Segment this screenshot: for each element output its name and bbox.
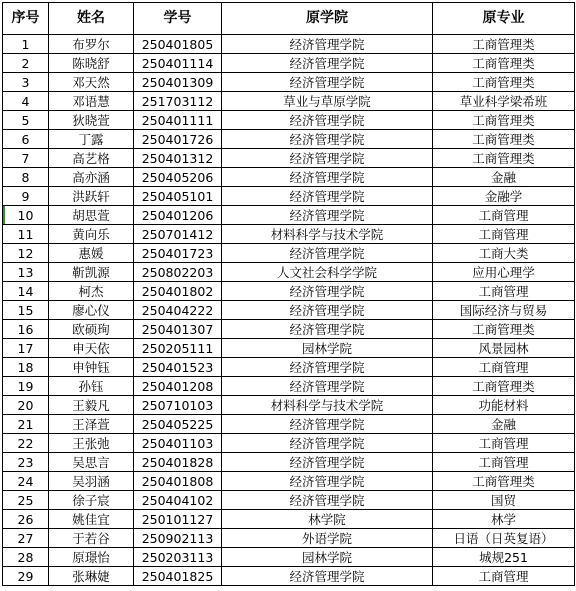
cell-seq[interactable]: 14	[3, 282, 49, 301]
cell-original-college[interactable]: 经济管理学院	[222, 54, 433, 73]
cell-seq[interactable]: 20	[3, 396, 49, 415]
cell-name[interactable]: 狄晓萱	[49, 111, 134, 130]
cell-student-id[interactable]: 250401307	[134, 320, 222, 339]
table-row	[3, 225, 575, 244]
table-row	[3, 377, 575, 396]
cell-student-id[interactable]: 250710103	[134, 396, 222, 415]
cell-original-college[interactable]: 经济管理学院	[222, 187, 433, 206]
cell-original-college[interactable]: 林学院	[222, 510, 433, 529]
header-name[interactable]: 姓名	[49, 3, 134, 35]
cell-name[interactable]: 高艺格	[49, 149, 134, 168]
table-row	[3, 92, 575, 111]
table-body	[3, 35, 575, 586]
cell-student-id[interactable]: 250401206	[134, 206, 222, 225]
header-original-major[interactable]: 原专业	[433, 3, 575, 35]
cell-original-major[interactable]: 工商管理类	[433, 377, 575, 396]
cell-original-major[interactable]: 国际经济与贸易	[433, 301, 575, 320]
cell-original-college[interactable]: 经济管理学院	[222, 168, 433, 187]
cell-original-major[interactable]: 国贸	[433, 491, 575, 510]
cell-seq[interactable]: 9	[3, 187, 49, 206]
cell-seq[interactable]: 15	[3, 301, 49, 320]
cell-original-major[interactable]: 工商管理	[433, 225, 575, 244]
table-row	[3, 130, 575, 149]
cell-original-college[interactable]: 经济管理学院	[222, 73, 433, 92]
table-row	[3, 244, 575, 263]
cell-student-id[interactable]: 250401312	[134, 149, 222, 168]
cell-original-major[interactable]: 金融	[433, 168, 575, 187]
cell-original-major[interactable]: 功能材料	[433, 396, 575, 415]
header-original-college[interactable]: 原学院	[222, 3, 433, 35]
cell-name[interactable]: 黄向乐	[49, 225, 134, 244]
table-row	[3, 206, 575, 225]
cell-name[interactable]: 张琳婕	[49, 567, 134, 586]
table-row	[3, 111, 575, 130]
cell-original-major[interactable]: 风景园林	[433, 339, 575, 358]
cell-name[interactable]: 陈晓舒	[49, 54, 134, 73]
cell-original-major[interactable]: 工商管理类	[433, 54, 575, 73]
cell-original-major[interactable]: 工商管理	[433, 567, 575, 586]
cell-student-id[interactable]: 250401828	[134, 453, 222, 472]
cell-student-id[interactable]: 250404222	[134, 301, 222, 320]
cell-seq[interactable]: 12	[3, 244, 49, 263]
cell-student-id[interactable]: 250401805	[134, 35, 222, 54]
table-row	[3, 491, 575, 510]
header-row	[3, 3, 575, 35]
cell-seq[interactable]: 2	[3, 54, 49, 73]
cell-original-college[interactable]: 经济管理学院	[222, 434, 433, 453]
cell-student-id[interactable]: 250701412	[134, 225, 222, 244]
cell-name[interactable]: 靳凯源	[49, 263, 134, 282]
cell-student-id[interactable]: 250205111	[134, 339, 222, 358]
cell-seq[interactable]: 19	[3, 377, 49, 396]
cell-original-college[interactable]: 草业与草原学院	[222, 92, 433, 111]
cell-original-college[interactable]: 人文社会科学学院	[222, 263, 433, 282]
cell-name[interactable]: 布罗尔	[49, 35, 134, 54]
cell-seq[interactable]: 11	[3, 225, 49, 244]
cell-name[interactable]: 徐子宸	[49, 491, 134, 510]
cell-original-major[interactable]: 工商管理类	[433, 111, 575, 130]
cell-original-major[interactable]: 工商管理	[433, 358, 575, 377]
cell-original-college[interactable]: 材料科学与技术学院	[222, 396, 433, 415]
cell-original-college[interactable]: 经济管理学院	[222, 244, 433, 263]
table-row	[3, 453, 575, 472]
table-row	[3, 415, 575, 434]
cell-original-major[interactable]: 城规251	[433, 548, 575, 567]
table-row	[3, 434, 575, 453]
cell-original-major[interactable]: 工商管理类	[433, 35, 575, 54]
cell-seq[interactable]: 18	[3, 358, 49, 377]
table-row	[3, 54, 575, 73]
cell-original-college[interactable]: 经济管理学院	[222, 491, 433, 510]
table-row	[3, 548, 575, 567]
cell-seq[interactable]: 26	[3, 510, 49, 529]
cell-original-college[interactable]: 经济管理学院	[222, 453, 433, 472]
cell-name[interactable]: 邓天然	[49, 73, 134, 92]
cell-original-college[interactable]: 经济管理学院	[222, 358, 433, 377]
table-row	[3, 282, 575, 301]
cell-original-major[interactable]: 金融	[433, 415, 575, 434]
cell-original-major[interactable]: 工商大类	[433, 244, 575, 263]
cell-original-college[interactable]: 经济管理学院	[222, 130, 433, 149]
cell-name[interactable]: 王毅凡	[49, 396, 134, 415]
cell-name[interactable]: 高亦涵	[49, 168, 134, 187]
cell-name[interactable]: 原璟怡	[49, 548, 134, 567]
table-row	[3, 301, 575, 320]
cell-student-id[interactable]: 250401103	[134, 434, 222, 453]
cell-seq[interactable]: 10	[3, 206, 49, 225]
cell-student-id[interactable]: 250405101	[134, 187, 222, 206]
table-row	[3, 358, 575, 377]
cell-student-id[interactable]: 250401208	[134, 377, 222, 396]
cell-student-id[interactable]: 250203113	[134, 548, 222, 567]
cell-student-id[interactable]: 250401523	[134, 358, 222, 377]
cell-seq[interactable]: 3	[3, 73, 49, 92]
cell-original-major[interactable]: 应用心理学	[433, 263, 575, 282]
table-row	[3, 168, 575, 187]
cell-seq[interactable]: 25	[3, 491, 49, 510]
cell-student-id[interactable]: 250802203	[134, 263, 222, 282]
cell-seq[interactable]: 8	[3, 168, 49, 187]
cell-seq[interactable]: 5	[3, 111, 49, 130]
cell-name[interactable]: 廖心仪	[49, 301, 134, 320]
cell-seq[interactable]: 29	[3, 567, 49, 586]
cell-name[interactable]: 欧硕珣	[49, 320, 134, 339]
cell-seq[interactable]: 1	[3, 35, 49, 54]
cell-name[interactable]: 邓语慧	[49, 92, 134, 111]
cell-seq[interactable]: 16	[3, 320, 49, 339]
cell-original-college[interactable]: 经济管理学院	[222, 35, 433, 54]
cell-name[interactable]: 吴思言	[49, 453, 134, 472]
cell-name[interactable]: 申天依	[49, 339, 134, 358]
table-row	[3, 73, 575, 92]
cell-name[interactable]: 洪跃轩	[49, 187, 134, 206]
cell-original-major[interactable]: 工商管理	[433, 206, 575, 225]
table-row	[3, 149, 575, 168]
cell-seq[interactable]: 4	[3, 92, 49, 111]
cell-student-id[interactable]: 251703112	[134, 92, 222, 111]
cell-seq[interactable]: 22	[3, 434, 49, 453]
cell-original-major[interactable]: 工商管理	[433, 453, 575, 472]
cell-seq[interactable]: 13	[3, 263, 49, 282]
cell-original-college[interactable]: 材料科学与技术学院	[222, 225, 433, 244]
cell-name[interactable]: 王泽萱	[49, 415, 134, 434]
table-row	[3, 567, 575, 586]
cell-name[interactable]: 丁露	[49, 130, 134, 149]
cell-original-college[interactable]: 外语学院	[222, 529, 433, 548]
header-student-id[interactable]: 学号	[134, 3, 222, 35]
cell-student-id[interactable]: 250902113	[134, 529, 222, 548]
cell-student-id[interactable]: 250404102	[134, 491, 222, 510]
cell-seq[interactable]: 21	[3, 415, 49, 434]
table-row	[3, 35, 575, 54]
cell-original-major[interactable]: 工商管理类	[433, 73, 575, 92]
cell-original-major[interactable]: 工商管理	[433, 282, 575, 301]
table-row	[3, 187, 575, 206]
cell-original-major[interactable]: 工商管理类	[433, 130, 575, 149]
cell-seq[interactable]: 7	[3, 149, 49, 168]
cell-original-major[interactable]: 工商管理类	[433, 320, 575, 339]
cell-name[interactable]: 于若谷	[49, 529, 134, 548]
cell-student-id[interactable]: 250101127	[134, 510, 222, 529]
table-row	[3, 529, 575, 548]
cell-name[interactable]: 胡思萱	[49, 206, 134, 225]
cell-student-id[interactable]: 250401114	[134, 54, 222, 73]
cell-original-college[interactable]: 经济管理学院	[222, 415, 433, 434]
header-seq[interactable]: 序号	[3, 3, 49, 35]
cell-original-major[interactable]: 草业科学梁希班	[433, 92, 575, 111]
cell-student-id[interactable]: 250401825	[134, 567, 222, 586]
cell-student-id[interactable]: 250401723	[134, 244, 222, 263]
cell-original-major[interactable]: 工商管理	[433, 434, 575, 453]
cell-name[interactable]: 惠媛	[49, 244, 134, 263]
cell-original-college[interactable]: 经济管理学院	[222, 282, 433, 301]
cell-original-college[interactable]: 经济管理学院	[222, 320, 433, 339]
cell-original-college[interactable]: 经济管理学院	[222, 111, 433, 130]
table-row	[3, 510, 575, 529]
cell-seq[interactable]: 27	[3, 529, 49, 548]
table-row	[3, 472, 575, 491]
cell-seq[interactable]: 28	[3, 548, 49, 567]
cell-original-major[interactable]: 林学	[433, 510, 575, 529]
cell-original-college[interactable]: 园林学院	[222, 548, 433, 567]
cell-student-id[interactable]: 250401309	[134, 73, 222, 92]
cell-seq[interactable]: 17	[3, 339, 49, 358]
cell-original-college[interactable]: 园林学院	[222, 339, 433, 358]
table-row	[3, 263, 575, 282]
cell-original-college[interactable]: 经济管理学院	[222, 301, 433, 320]
table-row	[3, 339, 575, 358]
cell-seq[interactable]: 6	[3, 130, 49, 149]
cell-student-id[interactable]: 250405225	[134, 415, 222, 434]
cell-name[interactable]: 王张弛	[49, 434, 134, 453]
cell-student-id[interactable]: 250401802	[134, 282, 222, 301]
cell-student-id[interactable]: 250401726	[134, 130, 222, 149]
cell-original-major[interactable]: 日语（日英复语）	[433, 529, 575, 548]
cell-original-college[interactable]: 经济管理学院	[222, 377, 433, 396]
cell-original-college[interactable]: 经济管理学院	[222, 567, 433, 586]
cell-seq[interactable]: 23	[3, 453, 49, 472]
cell-student-id[interactable]: 250401111	[134, 111, 222, 130]
cell-original-college[interactable]: 经济管理学院	[222, 149, 433, 168]
table-row	[3, 320, 575, 339]
cell-student-id[interactable]: 250405206	[134, 168, 222, 187]
cell-original-college[interactable]: 经济管理学院	[222, 472, 433, 491]
cell-name[interactable]: 柯杰	[49, 282, 134, 301]
cell-name[interactable]: 姚佳宜	[49, 510, 134, 529]
cell-student-id[interactable]: 250401808	[134, 472, 222, 491]
cell-name[interactable]: 申钟钰	[49, 358, 134, 377]
cell-seq[interactable]: 24	[3, 472, 49, 491]
table-row	[3, 396, 575, 415]
cell-original-major[interactable]: 工商管理类	[433, 472, 575, 491]
student-list-table	[2, 2, 575, 586]
cell-name[interactable]: 孙钰	[49, 377, 134, 396]
cell-original-college[interactable]: 经济管理学院	[222, 206, 433, 225]
cell-name[interactable]: 吴羽涵	[49, 472, 134, 491]
cell-original-major[interactable]: 工商管理类	[433, 149, 575, 168]
cell-original-major[interactable]: 金融学	[433, 187, 575, 206]
